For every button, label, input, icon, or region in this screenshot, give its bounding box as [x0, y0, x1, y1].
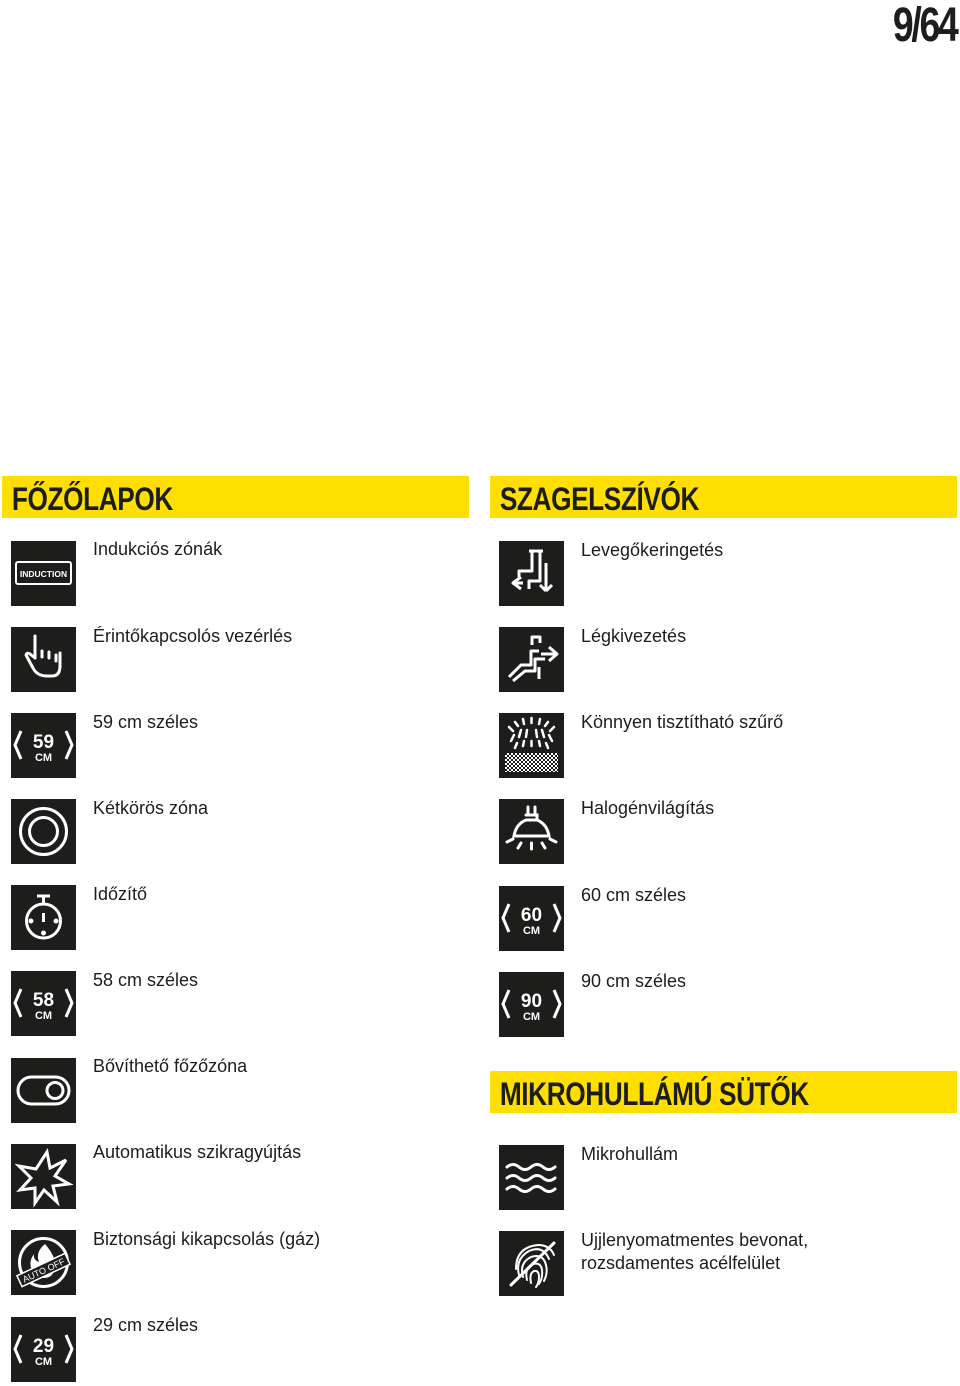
label-air-recirculation: Levegőkeringetés — [581, 540, 724, 560]
air-recirculation-icon — [499, 541, 564, 606]
label-induction: Indukciós zónák — [93, 539, 223, 559]
width-58-icon — [11, 971, 76, 1036]
width-60-icon — [499, 886, 564, 951]
washable-filter-icon — [499, 713, 564, 778]
section-bar-microwaves — [490, 1071, 957, 1113]
section-bar-hoods — [490, 476, 957, 518]
extendable-zone-icon — [11, 1058, 76, 1123]
induction-icon — [11, 541, 76, 606]
svg-text:AUTO OFF: AUTO OFF — [21, 1256, 67, 1285]
section-title-hoods: SZAGELSZÍVÓK — [499, 481, 700, 517]
svg-text:90: 90 — [520, 991, 543, 1012]
svg-text:CM: CM — [34, 752, 53, 764]
section-title-microwaves: MIKROHULLÁMÚ SÜTŐK — [499, 1076, 809, 1112]
svg-text:29: 29 — [32, 1336, 55, 1357]
auto-ignition-icon — [11, 1144, 76, 1209]
label-60cm: 60 cm széles — [581, 885, 687, 905]
label-air-extraction: Légkivezetés — [581, 626, 687, 646]
label-58cm: 58 cm széles — [93, 970, 199, 990]
anti-fingerprint-icon — [499, 1231, 564, 1296]
touch-control-icon — [11, 627, 76, 692]
label-anti-fingerprint: Ujjlenyomatmentes bevonat, — [581, 1230, 809, 1250]
svg-text:60: 60 — [520, 905, 543, 926]
section-title-cooktops: FŐZŐLAPOK — [11, 481, 173, 517]
label-auto-ignition: Automatikus szikragyújtás — [93, 1142, 302, 1162]
svg-text:58: 58 — [32, 990, 55, 1011]
svg-text:CM: CM — [522, 925, 541, 937]
label-90cm: 90 cm széles — [581, 971, 687, 991]
width-59-icon — [11, 713, 76, 778]
halogen-light-icon — [499, 799, 564, 864]
label-microwave: Mikrohullám — [581, 1144, 679, 1164]
svg-text:CM: CM — [34, 1356, 53, 1368]
label-touch-control: Érintőkapcsolós vezérlés — [93, 626, 293, 646]
dual-ring-icon — [11, 799, 76, 864]
label-59cm: 59 cm széles — [93, 712, 199, 732]
timer-icon — [11, 885, 76, 950]
label-timer: Időzítő — [93, 884, 148, 904]
label-extendable-zone: Bővíthető főzőzóna — [93, 1056, 248, 1076]
air-extraction-icon — [499, 627, 564, 692]
label-safety-cutoff: Biztonsági kikapcsolás (gáz) — [93, 1229, 321, 1249]
width-90-icon — [499, 972, 564, 1037]
induction-icon-text: INDUCTION — [19, 569, 68, 579]
label-dual-ring: Kétkörös zóna — [93, 798, 209, 818]
label-29cm: 29 cm széles — [93, 1315, 199, 1335]
safety-cutoff-icon — [11, 1230, 76, 1295]
label-halogen-light: Halogénvilágítás — [581, 798, 715, 818]
page-number: 9/64 — [892, 0, 956, 52]
label-anti-fingerprint-line2: rozsdamentes acélfelület — [581, 1253, 781, 1273]
svg-text:CM: CM — [34, 1010, 53, 1022]
svg-text:59: 59 — [32, 732, 55, 753]
microwave-icon — [499, 1145, 564, 1210]
width-29-icon — [11, 1317, 76, 1382]
label-washable-filter: Könnyen tisztítható szűrő — [581, 712, 784, 732]
section-bar-cooktops — [2, 476, 469, 518]
svg-text:CM: CM — [522, 1011, 541, 1023]
